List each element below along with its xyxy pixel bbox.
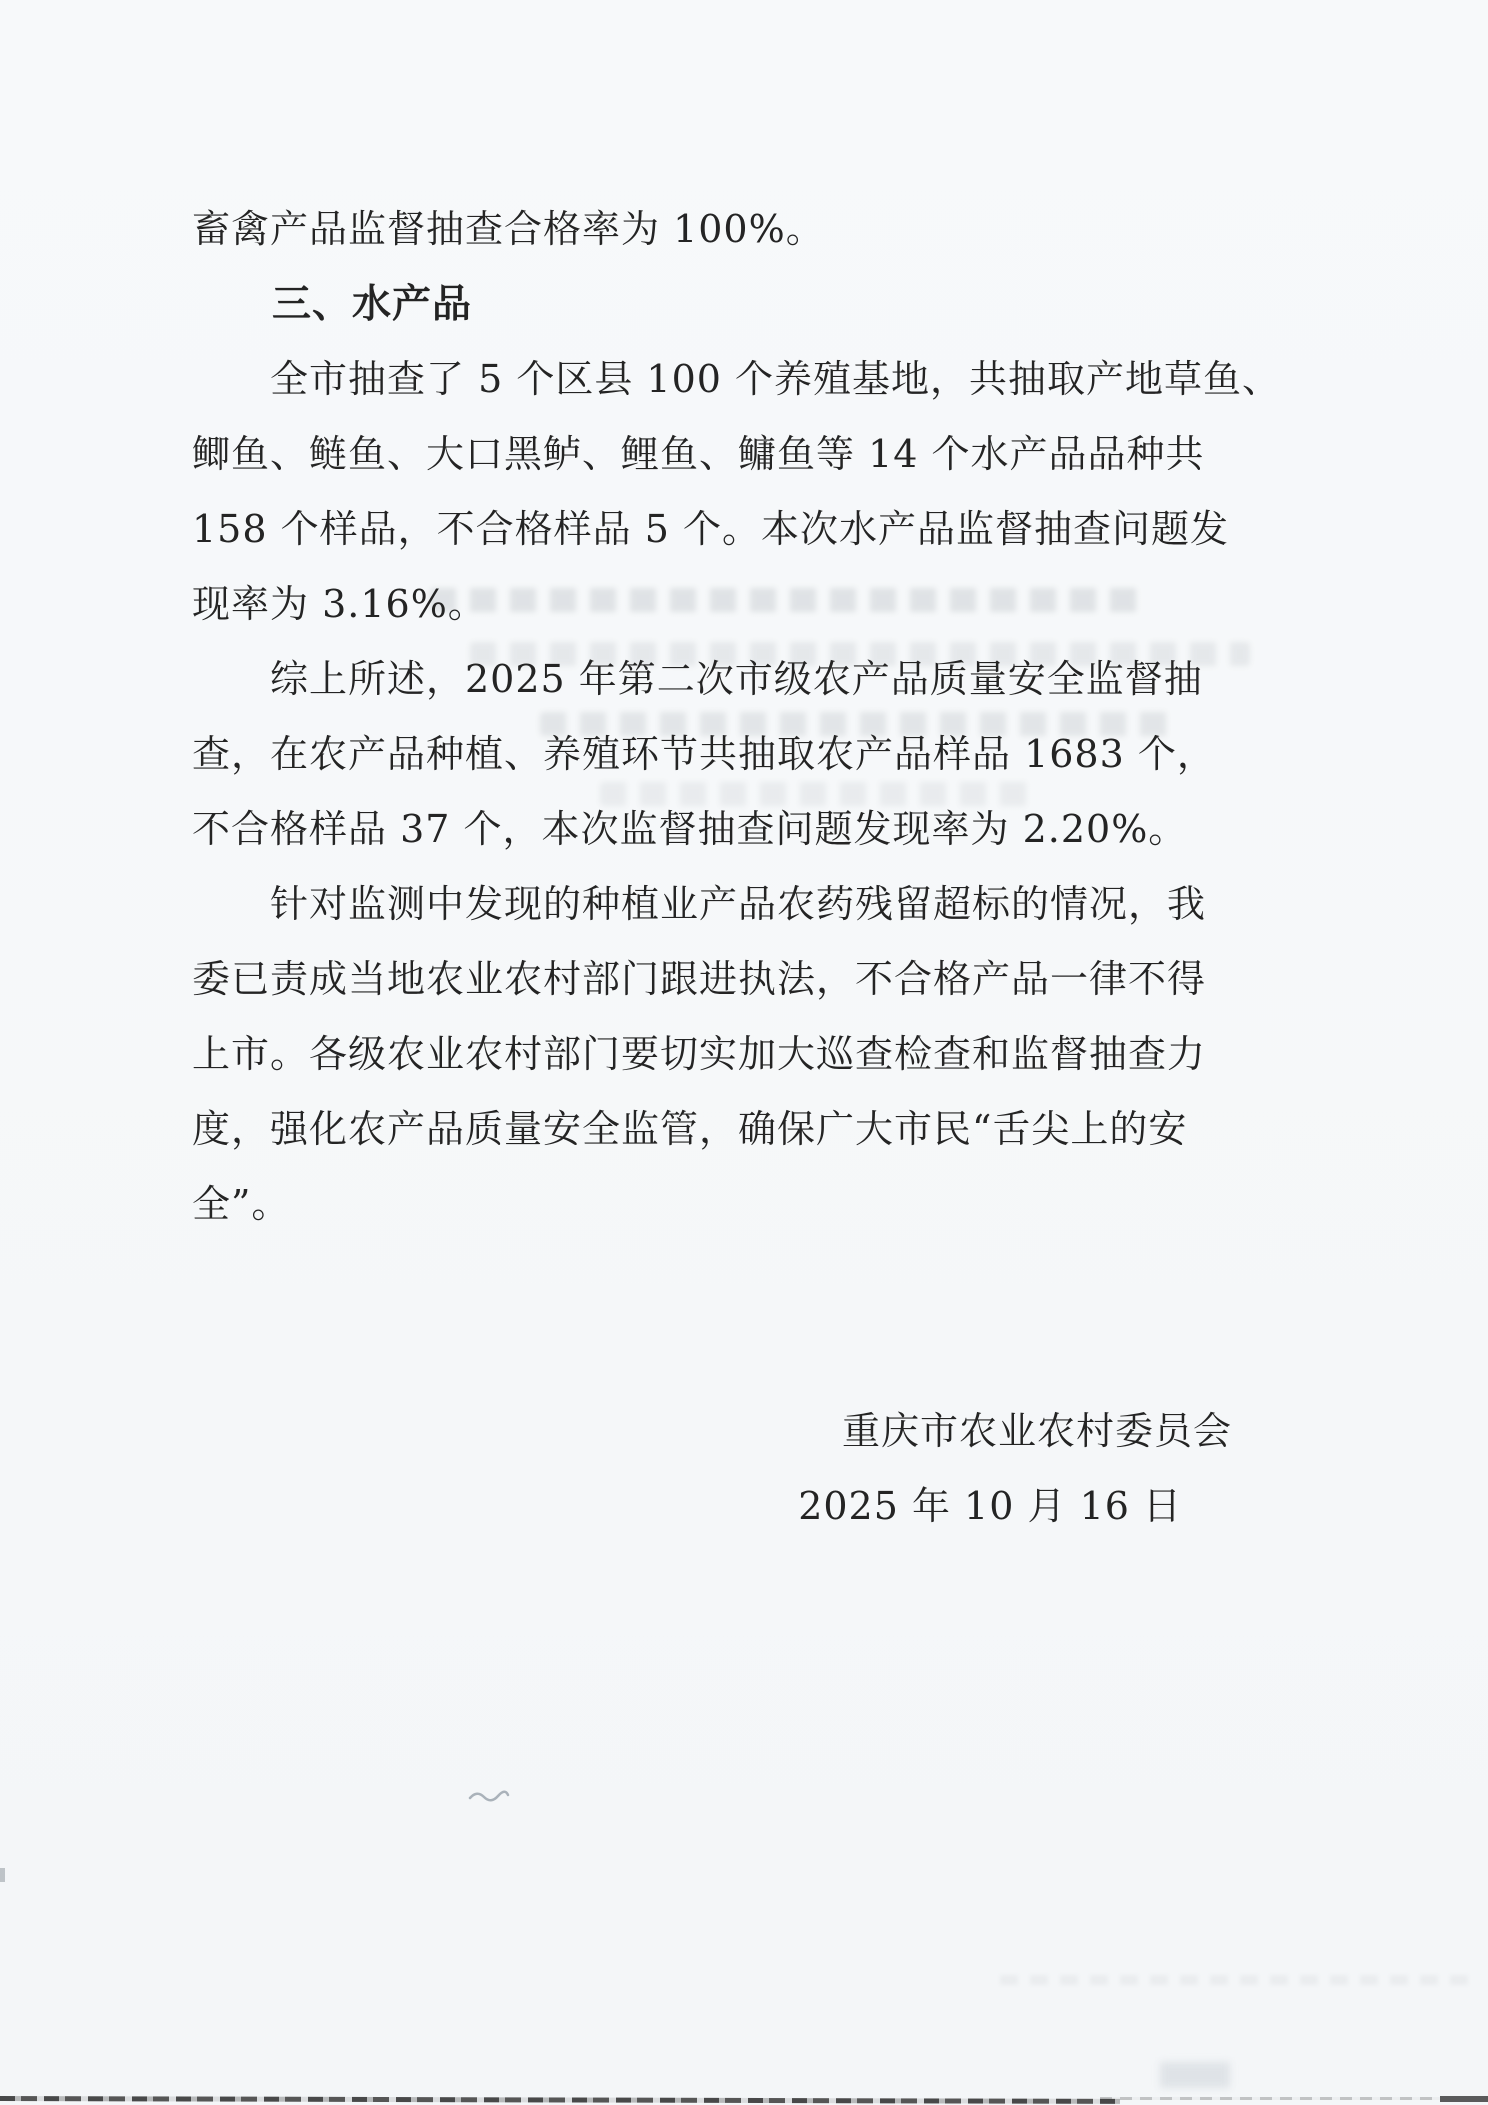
text-line: 三、水产品 — [192, 282, 473, 327]
text-line: 现率为 3.16%。 — [192, 582, 487, 626]
scan-shadow-blob — [1160, 2062, 1230, 2088]
body-blocks — [192, 192, 1282, 1242]
text-line: 不合格样品 37 个，本次监督抽查问题发现率为 2.20%。 — [192, 807, 1188, 851]
signature-org: 重庆市农业农村委员会 — [841, 1409, 1232, 1453]
scan-faint-band — [1000, 1975, 1470, 1985]
page-bottom-edge-line — [0, 2096, 1120, 2104]
paragraph — [192, 642, 1252, 867]
text-line: 畜禽产品监督抽查合格率为 100%。 — [192, 207, 825, 251]
paragraph — [192, 342, 1282, 642]
text-line: 综上所述，2025 年第二次市级农产品质量安全监督抽 — [192, 657, 1203, 701]
text-line: 158 个样品，不合格样品 5 个。本次水产品监督抽查问题发 — [192, 507, 1229, 551]
page-bottom-edge-line-faint — [1100, 2097, 1440, 2100]
pen-squiggle-mark — [468, 1788, 510, 1808]
page-bottom-edge-right — [1440, 2096, 1488, 2102]
paragraph — [192, 867, 1252, 1242]
text-line: 全市抽查了 5 个区县 100 个养殖基地，共抽取产地草鱼、 — [192, 357, 1282, 401]
text-line: 度，强化农产品质量安全监管，确保广大市民“舌尖上的安 — [192, 1107, 1188, 1151]
text-line: 查，在农产品种植、养殖环节共抽取农产品样品 1683 个， — [192, 732, 1216, 776]
text-line: 上市。各级农业农村部门要切实加大巡查检查和监督抽查力 — [192, 1032, 1207, 1076]
text-line: 全”。 — [192, 1182, 291, 1226]
text-line: 针对监测中发现的种植业产品农药残留超标的情况，我 — [192, 882, 1207, 926]
scan-edge-tick — [0, 1868, 5, 1882]
text-line: 委已责成当地农业农村部门跟进执法，不合格产品一律不得 — [192, 957, 1207, 1001]
text-line: 鲫鱼、鲢鱼、大口黑鲈、鲤鱼、鳙鱼等 14 个水产品品种共 — [192, 432, 1205, 476]
signature-block — [192, 1394, 1252, 1544]
signature-date: 2025 年 10 月 16 日 — [798, 1484, 1182, 1528]
paragraph — [192, 192, 1252, 267]
section-heading — [192, 267, 1252, 342]
document-body — [192, 192, 1282, 1544]
